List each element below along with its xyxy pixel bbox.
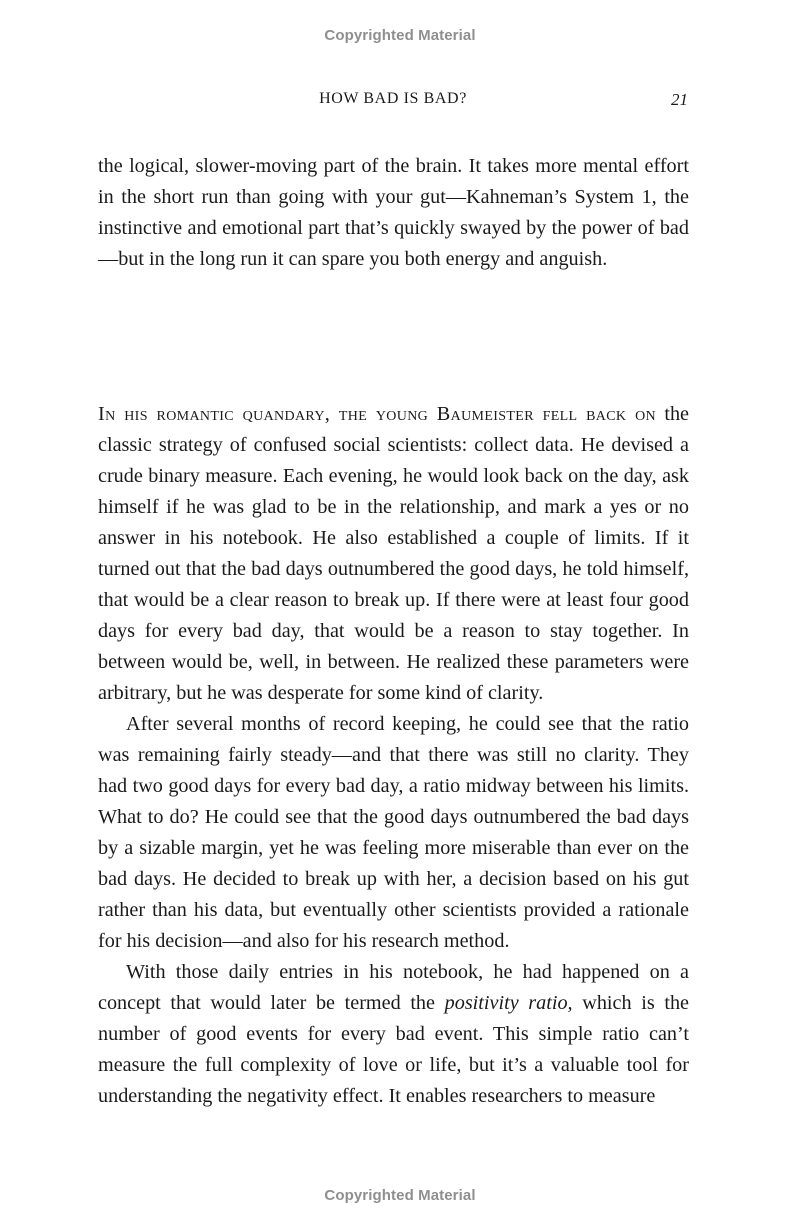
text-block-continuation bbox=[98, 151, 689, 275]
paragraph-positivity-ratio-start: With those daily entries in his notebook, he had happened on a concept that would later be termed the bbox=[98, 961, 689, 1014]
paragraph-section-opening bbox=[98, 399, 689, 709]
running-head bbox=[0, 90, 800, 114]
copyright-watermark-bottom: Copyrighted Material bbox=[324, 1187, 476, 1204]
copyright-watermark-top: Copyrighted Material bbox=[324, 27, 476, 44]
chapter-running-title: HOW BAD IS BAD? bbox=[319, 90, 467, 107]
page-number: 21 bbox=[671, 90, 688, 109]
italic-term-positivity-ratio: positivity ratio, bbox=[444, 992, 573, 1014]
paragraph-positivity-ratio-end: which is the number of good events for every bad event. This simple ratio can’t measure the full complexity of love or life, but it’s a valuable tool for understanding the negativity effect. It enables researchers to measure bbox=[98, 992, 689, 1107]
small-caps-lead-in: In his romantic quandary, the young Baumeister fell back on bbox=[98, 403, 656, 425]
paragraph-positivity-ratio bbox=[98, 957, 689, 1112]
text-block-section bbox=[98, 399, 689, 1112]
paragraph-record-keeping: After several months of record keeping, he could see that the ratio was remaining fairly steady—and that there was still no clarity. They had two good days for every bad day, a ratio midway between his limits. What to do? He could see that the good days outnumbered the bad days by a sizable margin, yet he was feeling more miserable than ever on the bad days. He decided to break up with her, a decision based on his gut rather than his data, but eventually other scientists provided a rationale for his decision—and also for his research method. bbox=[98, 713, 689, 952]
paragraph-section-opening-body: the classic strategy of confused social scientists: collect data. He devised a crude binary measure. Each evening, he would look back on the day, ask himself if he was glad to be in the relationship, and mark a yes or no answer in his notebook. He also established a couple of limits. If it turned out that the bad days outnumbered the good days, he told himself, that would be a clear reason to break up. If there were at least four good days for every bad day, that would be a reason to stay together. In between would be, well, in between. He realized these parameters were arbitrary, but he was desperate for some kind of clarity. bbox=[98, 403, 689, 704]
paragraph-continuation: the logical, slower-moving part of the brain. It takes more mental effort in the short run than going with your gut—Kahneman’s System 1, the instinctive and emotional part that’s quickly swayed by the power of bad—but in the long run it can spare you both energy and anguish. bbox=[98, 155, 689, 270]
